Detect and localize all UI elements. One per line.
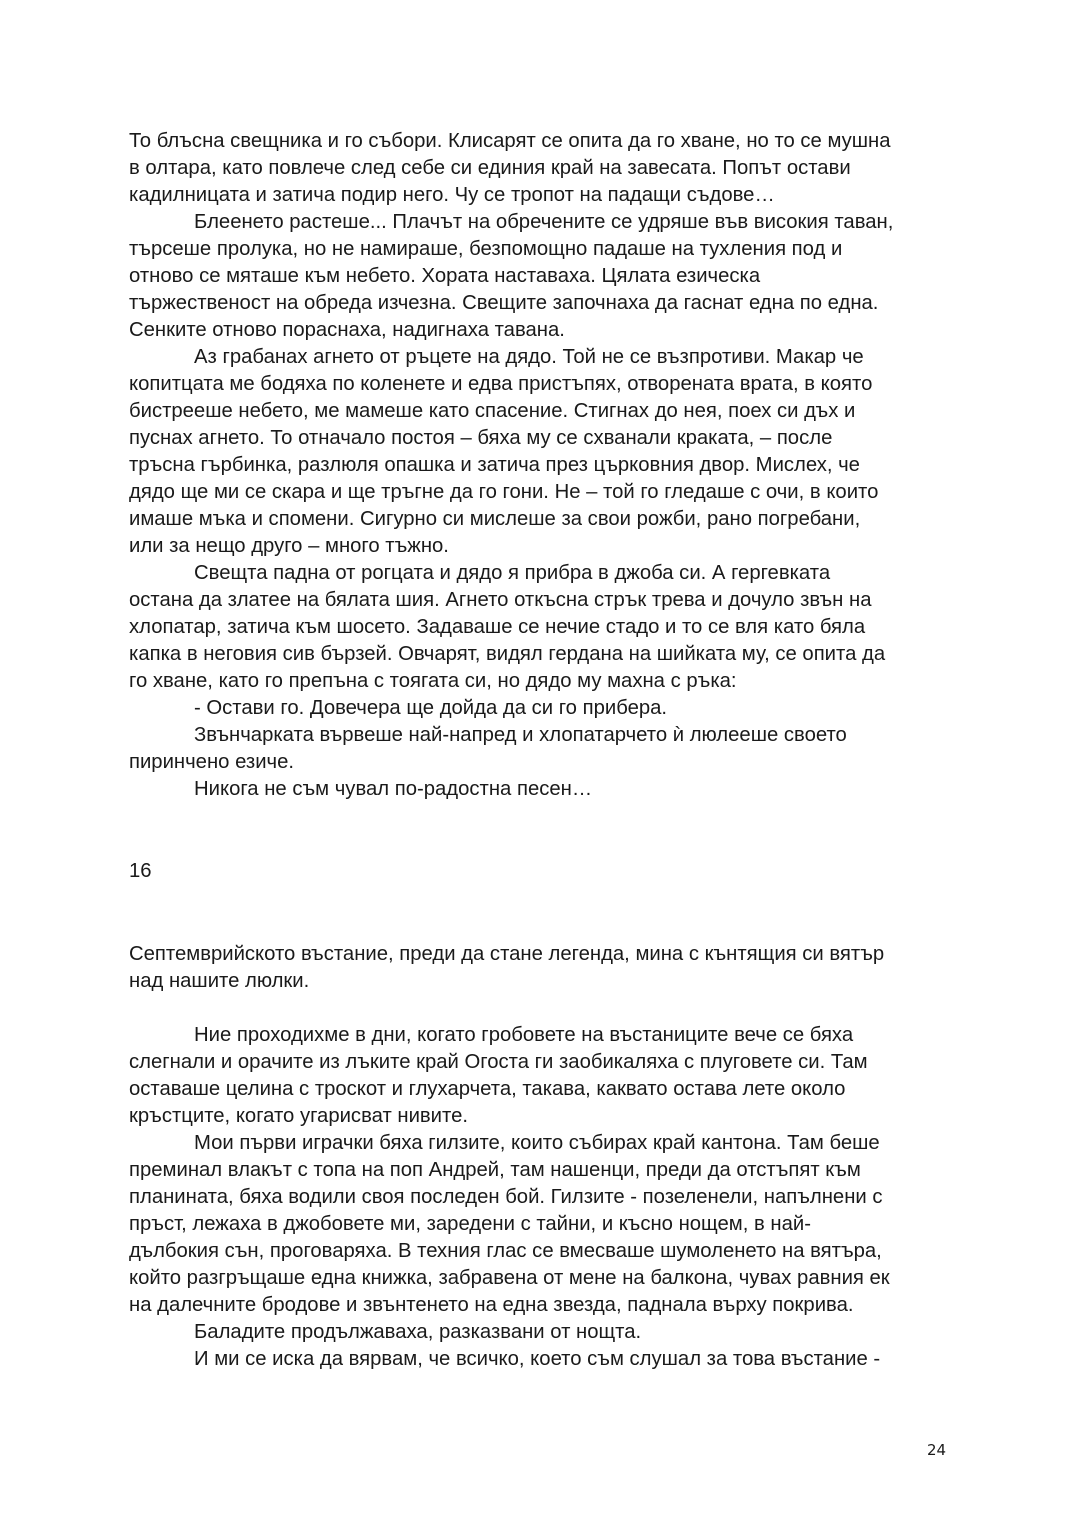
chapter-number: 16	[129, 860, 152, 882]
dialogue-line: - Остави го. Довечера ще дойда да си го прибера.	[194, 697, 668, 719]
section-2	[129, 941, 959, 995]
section-1	[129, 128, 959, 803]
paragraph: Аз грабанах агнето от ръцете на дядо. Той не се възпротиви. Макар че копитцата ме бодяха по коленете и едва пристъпях, отворената врата, в която бистрееше небето, ме мамеше като спасение. Стигнах до нея, поех си дъх и пуснах агнето. То отначало постоя – бяха му се схванали краката, – после тръсна гърбинка, разлюля опашка и затича през църковния двор. Мислех, че дядо ще ми се скара и ще тръгне да го гони. Не – той го гледаше с очи, в които имаше мъка и спомени. Сигурно си мислеше за свои рожби, рано погребани, или за нещо друго – много тъжно.	[129, 346, 879, 557]
page-number: 24	[927, 1441, 947, 1459]
chapter-intro: Септемврийското въстание, преди да стане легенда, мина с кънтящия си вятър над нашите люлки.	[129, 943, 885, 992]
section-2-body	[129, 1022, 959, 1373]
paragraph: То блъсна свещника и го събори. Клисарят се опита да го хване, но то се мушна в олтара, като повлече след себе си единия край на завесата. Попът остави кадилницата и затича подир него. Чу се тропот на падащи съдове…	[129, 130, 891, 206]
paragraph: Блеенето растеше... Плачът на обречените се удряше във високия таван, търсеше пролука, но не намираше, безпомощно падаше на тухления под и отново се мяташе към небето. Хората наставаха. Цялата езическа тържественост на обреда изчезна. Свещите започнаха да гаснат една по една. Сенките отново пораснаха, надигнаха тавана.	[129, 211, 894, 341]
paragraph: Баладите продължаваха, разказвани от нощта.	[194, 1321, 642, 1343]
paragraph: Мои първи играчки бяха гилзите, които събирах край кантона. Там беше преминал влакът с топа на поп Андрей, там нашенци, преди да отстъпят към планината, бяха водили своя последен бой. Гилзите - позеленели, напълнени с пръст, лежаха в джобовете ми, заредени с тайни, и късно нощем, в най- дълбокия сън, проговаряха. В техния глас се вмесваше шумоленето на вятъра, който разгръщаше една книжка, забравена от мене на балкона, чувах равния ек на далечните бродове и звънтенето на една звезда, паднала върху покрива.	[129, 1132, 890, 1316]
paragraph: И ми се иска да вярвам, че всичко, което съм слушал за това въстание -	[194, 1348, 881, 1370]
paragraph: Свещта падна от рогцата и дядо я прибра в джоба си. А гергевката остана да златее на бялата шия. Агнето откъсна стрък трева и дочуло звън на хлопатар, затича към шосето. Задаваше се нечие стадо и то се вля като бяла капка в неговия сив бързей. Овчарят, видял гердана на шийката му, се опита да го хване, като го препъна с тоягата си, но дядо му махна с ръка:	[129, 562, 886, 692]
paragraph: Ние проходихме в дни, когато гробовете на въстаниците вече се бяха слегнали и орачите из лъките край Огоста ги заобикаляха с плуговете си. Там оставаше целина с троскот и глухарчета, такава, каквато остава лете около кръстците, когато угарисват нивите.	[129, 1024, 868, 1127]
paragraph: Звънчарката вървеше най-напред и хлопатарчето ѝ люлееше своето пиринчено езиче.	[129, 724, 847, 773]
paragraph: Никога не съм чувал по-радостна песен…	[194, 778, 593, 800]
